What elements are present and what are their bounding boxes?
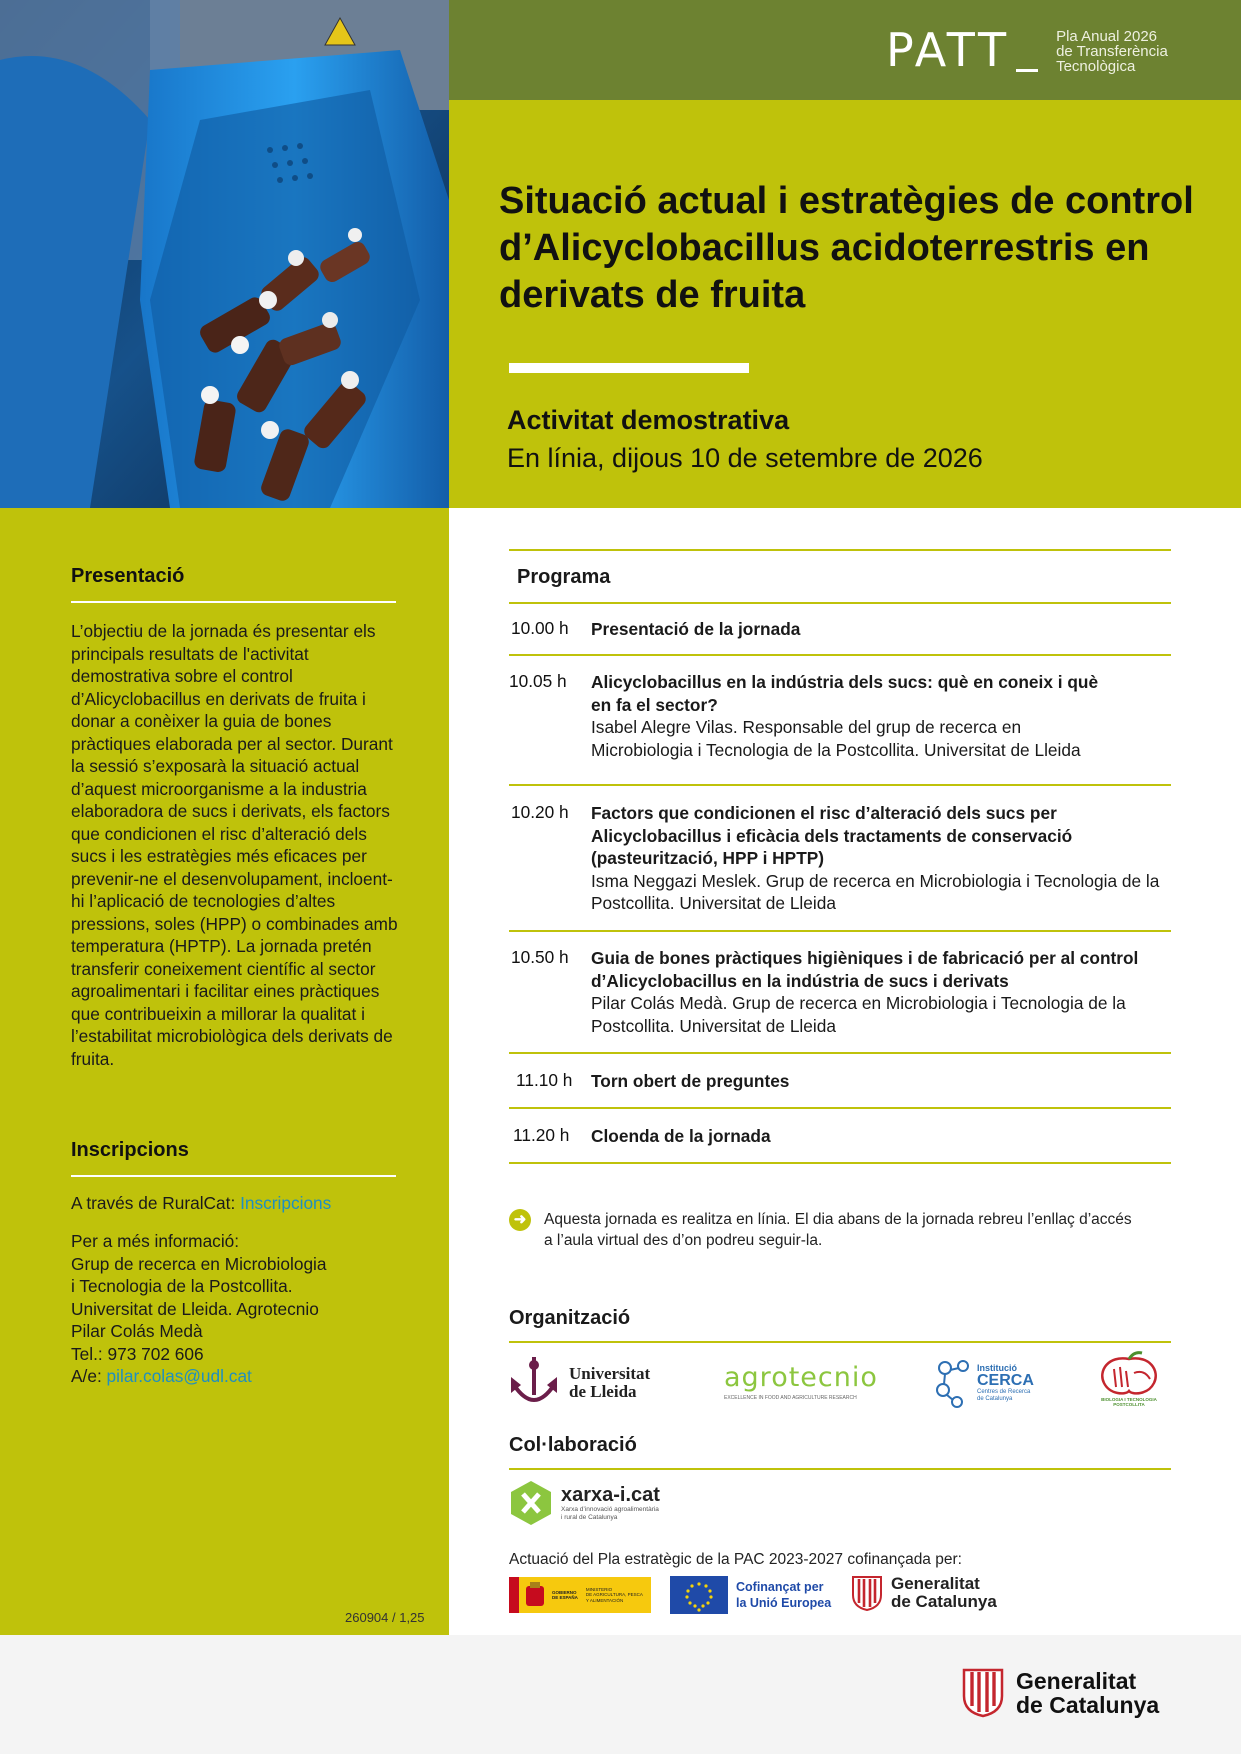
program-rule [509, 1107, 1171, 1109]
ministry-sub-line: DE AGRICULTURA, PESCA [585, 1592, 643, 1598]
cofinancing-text: Actuació del Pla estratègic de la PAC 2023-2027 cofinançada per: [509, 1551, 962, 1568]
inscriptions-heading: Inscripcions [71, 1139, 189, 1161]
document-reference: 260904 / 1,25 [345, 1610, 425, 1625]
ministry-line: GOBIERNO [552, 1589, 577, 1595]
title-divider [509, 363, 749, 373]
udl-line: Universitat [569, 1364, 651, 1383]
collaboration-rule [509, 1468, 1171, 1470]
program-item-speaker: Isabel Alegre Vilas. Responsable del grup de recerca en Microbiologia i Tecnologia de la Postcollita. Universitat de Lleida [591, 717, 1081, 760]
contact-line: Grup de recerca en Microbiologia [71, 1253, 327, 1274]
program-rule [509, 1162, 1171, 1164]
patt-mark: PATT [886, 23, 1011, 77]
patt-underline [1016, 69, 1038, 72]
hero-photo [0, 0, 449, 508]
eu-text [736, 1579, 831, 1611]
program-item-title: Cloenda de la jornada [591, 1126, 771, 1146]
program-item-title: Torn obert de preguntes [591, 1071, 790, 1091]
ministry-text [552, 1590, 578, 1601]
contact-line: i Tecnologia de la Postcollita. [71, 1276, 293, 1296]
gencat-logo-small [851, 1575, 997, 1611]
agrotecnio-wordmark: agrotecnio [724, 1362, 878, 1393]
program-item [591, 671, 1111, 761]
presentation-text: L’objectiu de la jornada és presentar els principals resultats de l'activitat demostrativa sobre el control d’Alicyclobacillus en derivats de fruita i donar a conèixer la guia de bones pràctiques elaborada per al sector. Durant la sessió s’exposarà la situació actual d’aquest microorganisme a la industria elaboradora de sucs i derivats, els factors que condicionen el risc d’alteració dels sucs i les estratègies més eficaces per prevenir-ne el desenvolupament, incloent-hi l’aplicació de tecnologies d’altes pressions, soles (HPP) o combinades amb temperatura (HPTP). La jornada pretén transferir coneixement científic al sector agroalimentari i facilitar eines pràctiques que contribueixin a millorar la qualitat i l’estabilitat microbiològica dels derivats de fruita. [71, 621, 398, 1069]
cerca-small: Institució [977, 1363, 1017, 1373]
eu-logo [670, 1576, 831, 1614]
ministry-line: DE ESPAÑA [552, 1595, 578, 1600]
registration-link[interactable]: Inscripcions [240, 1193, 332, 1213]
udl-logo [509, 1355, 650, 1411]
program-time: 10.05 h [509, 671, 567, 691]
postcollita-logo [1088, 1351, 1170, 1407]
agrotecnio-logo [724, 1362, 878, 1401]
contact-line: Pilar Colás Medà [71, 1321, 203, 1341]
program-time: 10.50 h [511, 947, 569, 967]
organization-heading: Organització [509, 1307, 631, 1329]
ministry-logo [509, 1577, 651, 1613]
program-time: 10.20 h [511, 802, 569, 822]
postcollita-apple-icon [1088, 1351, 1170, 1397]
program-rule [509, 930, 1171, 932]
inscriptions-divider [71, 1175, 396, 1177]
cerca-wordmark: CERCA [977, 1372, 1034, 1389]
activity-type: Activitat demostrativa [507, 405, 790, 435]
contact-phone: Tel.: 973 702 606 [71, 1343, 204, 1364]
contact-line: Universitat de Lleida. Agrotecnio [71, 1298, 319, 1319]
eu-flag-icon [670, 1576, 728, 1614]
email-label: A/e: [71, 1366, 107, 1386]
gencat-line: de Catalunya [891, 1592, 997, 1611]
registration-label: A través de RuralCat: [71, 1193, 241, 1213]
patt-subtitle [1056, 29, 1168, 74]
email-link[interactable]: pilar.colas@udl.cat [106, 1366, 252, 1386]
juice-bottles-photo [0, 0, 449, 508]
online-note-text: Aquesta jornada es realitza en línia. El dia abans de la jornada rebreu l’enllaç d’accés a l’aula virtual des d’on podreu seguir-la. [544, 1211, 1132, 1249]
contact-email-line [71, 1365, 327, 1388]
postcollita-line: BIOLOGIA I TECNOLOGIA [1101, 1397, 1157, 1402]
cerca-logo [935, 1358, 1034, 1408]
registration-line [71, 1193, 331, 1214]
gencat-emblem-icon [851, 1575, 883, 1611]
program-rule [509, 654, 1171, 656]
program-item [591, 1125, 1151, 1148]
program-rule [509, 784, 1171, 786]
patt-sub-line: Tecnològica [1056, 58, 1136, 75]
xarxa-logo [509, 1479, 660, 1527]
ministry-sub-line: Y ALIMENTACIÓN [585, 1597, 624, 1603]
program-item-speaker: Pilar Colás Medà. Grup de recerca en Microbiologia i Tecnologia de la Postcollita. Universitat de Lleida [591, 993, 1126, 1036]
patt-sub-line: Pla Anual 2026 [1056, 28, 1158, 45]
program-item-title: Guia de bones pràctiques higièniques i de fabricació per al control d’Alicyclobacillus en la indústria de sucs i derivats [591, 948, 1139, 991]
arrow-right-icon: ➜ [509, 1209, 531, 1231]
cerca-sub: de Catalunya [977, 1396, 1013, 1402]
program-time: 11.10 h [516, 1070, 573, 1090]
program-item [591, 1070, 1151, 1093]
xarxa-sub: Xarxa d’innovació agroalimentària [561, 1506, 659, 1513]
xarxa-hexagon-icon [509, 1479, 553, 1527]
patt-logo [886, 24, 1168, 76]
program-rule [509, 602, 1171, 604]
spain-coat-of-arms-icon [522, 1580, 548, 1610]
program-time: 11.20 h [513, 1125, 570, 1145]
program-item-title: Alicyclobacillus en la indústria dels sucs: què en coneix i què en fa el sector? [591, 672, 1099, 715]
gencat-footer-logo [962, 1668, 1159, 1718]
udl-line: de Lleida [569, 1382, 637, 1401]
cerca-text [977, 1363, 1034, 1403]
organization-rule [509, 1341, 1171, 1343]
udl-emblem-icon [509, 1355, 559, 1411]
presentation-divider [71, 601, 396, 603]
eu-line: la Unió Europea [736, 1596, 832, 1610]
contact-line: Per a més informació: [71, 1231, 240, 1251]
program-item-title: Factors que condicionen el risc d’alteració dels sucs per Alicyclobacillus i eficàcia dels tractaments de conservació (pasteurització, HPP i HPTP) [591, 803, 1073, 868]
ministry-sub-line: MINISTERIO [585, 1586, 613, 1592]
xarxa-wordmark: xarxa-i.cat [561, 1484, 660, 1506]
program-top-rule [509, 549, 1171, 551]
xarxa-text [561, 1484, 660, 1522]
cerca-molecule-icon [935, 1358, 975, 1408]
program-item [591, 947, 1151, 1037]
activity-date: En línia, dijous 10 de setembre de 2026 [507, 443, 983, 473]
gencat-line: Generalitat [1016, 1668, 1137, 1694]
program-heading: Programa [517, 566, 611, 588]
program-item [591, 618, 1151, 641]
program-rule [509, 1052, 1171, 1054]
cerca-sub: Centres de Recerca [977, 1389, 1031, 1395]
postcollita-text [1101, 1397, 1157, 1407]
udl-text [569, 1365, 650, 1401]
page-title: Situació actual i estratègies de control d’Alicyclobacillus acidoterrestris en derivats de fruita [499, 180, 1194, 316]
gencat-line: Generalitat [891, 1574, 980, 1593]
program-item-title: Presentació de la jornada [591, 619, 801, 639]
patt-sub-line: de Transferència [1056, 43, 1168, 60]
program-item-speaker: Isma Neggazi Meslek. Grup de recerca en Microbiologia i Tecnologia de la Postcollita. Universitat de Lleida [591, 870, 1160, 913]
ministry-sub-text [586, 1587, 643, 1604]
program-time: 10.00 h [511, 618, 569, 638]
gencat-emblem-icon [962, 1668, 1004, 1718]
collaboration-heading: Col·laboració [509, 1434, 637, 1456]
program-item [591, 802, 1161, 915]
gencat-small-text [891, 1575, 997, 1611]
presentation-heading: Presentació [71, 565, 185, 587]
agrotecnio-tagline: EXCELLENCE IN FOOD AND AGRICULTURE RESEARCH [724, 1395, 857, 1401]
gencat-footer-text [1016, 1669, 1159, 1717]
spain-flag-stripe [509, 1577, 519, 1613]
eu-line: Cofinançat per [736, 1580, 824, 1594]
contact-block [71, 1230, 327, 1388]
postcollita-line: POSTCOLLITA [1113, 1402, 1145, 1407]
gencat-line: de Catalunya [1016, 1692, 1160, 1718]
xarxa-sub: i rural de Catalunya [561, 1514, 618, 1521]
